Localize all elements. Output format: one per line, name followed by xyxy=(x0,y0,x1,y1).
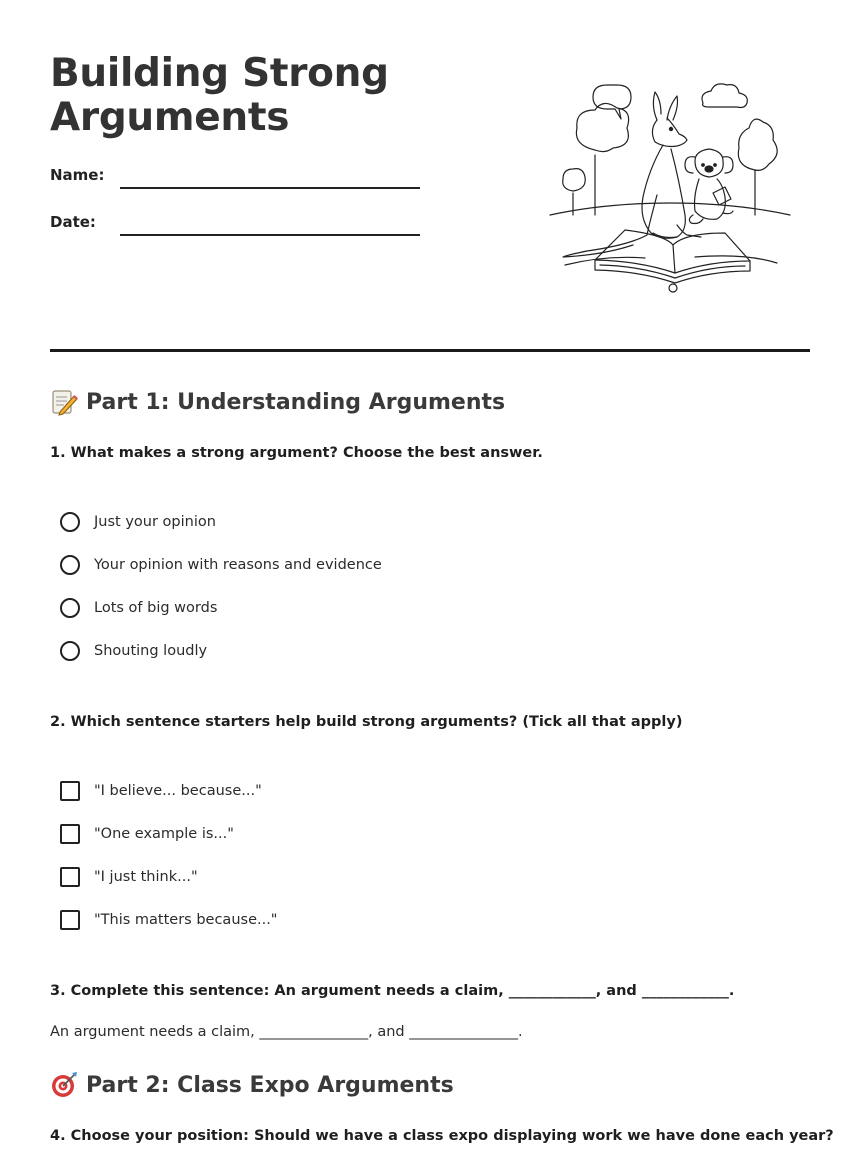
date-field[interactable] xyxy=(120,234,420,236)
q1-option-1[interactable] xyxy=(60,512,216,532)
option-label: Your opinion with reasons and evidence xyxy=(94,557,382,573)
q2-option-1[interactable] xyxy=(60,781,262,801)
question-3: 3. Complete this sentence: An argument needs a claim, ____________, and ____________. xyxy=(50,983,735,999)
q3-answer-line[interactable]: An argument needs a claim, _______________, and _______________. xyxy=(50,1024,523,1040)
part2-title: Part 2: Class Expo Arguments xyxy=(86,1072,454,1098)
option-label: "This matters because..." xyxy=(94,912,278,928)
q2-option-4[interactable] xyxy=(60,910,277,930)
checkbox[interactable] xyxy=(60,867,80,887)
q2-option-3[interactable] xyxy=(60,867,198,887)
section-divider xyxy=(50,349,810,352)
option-label: Shouting loudly xyxy=(94,643,208,659)
radio-button[interactable] xyxy=(60,512,80,532)
option-label: "I believe... because..." xyxy=(94,783,262,799)
name-field[interactable] xyxy=(120,187,420,189)
q1-option-4[interactable] xyxy=(60,641,207,661)
part2-heading xyxy=(50,1071,454,1099)
q1-option-2[interactable] xyxy=(60,555,382,575)
q2-option-2[interactable] xyxy=(60,824,234,844)
q1-option-3[interactable] xyxy=(60,598,217,618)
question-4: 4. Choose your position: Should we have a class expo displaying work we have done each year? xyxy=(50,1128,834,1144)
part1-title: Part 1: Understanding Arguments xyxy=(86,389,506,415)
option-label: "I just think..." xyxy=(94,869,198,885)
option-label: "One example is..." xyxy=(94,826,234,842)
worksheet-title: Building Strong Arguments xyxy=(50,51,389,140)
radio-button[interactable] xyxy=(60,555,80,575)
checkbox[interactable] xyxy=(60,824,80,844)
target-dart-icon xyxy=(50,1071,78,1099)
name-label: Name: xyxy=(50,166,105,184)
question-2: 2. Which sentence starters help build strong arguments? (Tick all that apply) xyxy=(50,714,683,730)
option-label: Lots of big words xyxy=(94,600,218,616)
checkbox[interactable] xyxy=(60,910,80,930)
date-label: Date: xyxy=(50,213,96,231)
question-1: 1. What makes a strong argument? Choose the best answer. xyxy=(50,445,543,461)
radio-button[interactable] xyxy=(60,641,80,661)
checkbox[interactable] xyxy=(60,781,80,801)
part1-heading xyxy=(50,388,505,416)
memo-pencil-icon xyxy=(50,388,78,416)
kangaroo-koala-illustration xyxy=(545,75,795,300)
option-label: Just your opinion xyxy=(94,514,216,530)
radio-button[interactable] xyxy=(60,598,80,618)
